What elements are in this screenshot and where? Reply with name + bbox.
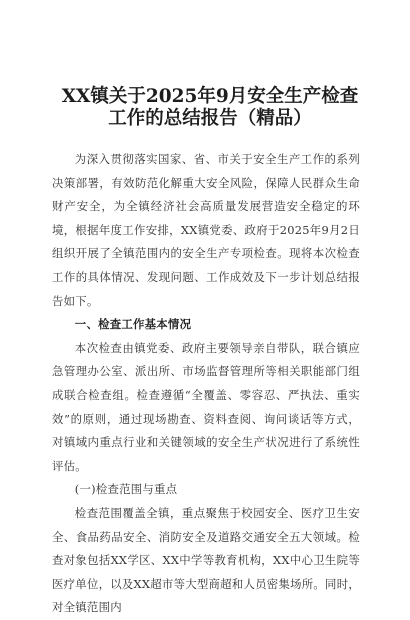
subsection-paragraph: 检查范围覆盖全镇，重点聚焦于校园安全、医疗卫生安全、食品药品安全、消防安全及道路交通安全五大领域。检查对象包括XX学区、XX中学等教育机构，XX中心卫生院等医疗单位，以及XX超市等大型商超和人员密集场所。同时，对全镇范围内 — [52, 505, 360, 615]
section-paragraph: 本次检查由镇党委、政府主要领导亲自带队，联合镇应急管理办公室、派出所、市场监督管理所等相关职能部门组成联合检查组。检查遵循“全覆盖、零容忍、严执法、重实效”的原则，通过现场勘查、资料查阅、询问谈话等方式，对镇域内重点行业和关键领域的安全生产状况进行了系统性评估。 — [52, 340, 360, 473]
document-title-line-1: XX镇关于2025年9月安全生产检查 — [61, 86, 359, 107]
intro-paragraph: 为深入贯彻落实国家、省、市关于安全生产工作的系列决策部署，有效防范化解重大安全风险，保障人民群众生命财产安全，为全镇经济社会高质量发展营造安全稳定的环境，根据年度工作安排，XX镇党委、政府于2025年9月2日组织开展了全镇范围内的安全生产专项检查。现将本次检查工作的具体情况、发现问题、工作成效及下一步计划总结报告如下。 — [52, 152, 360, 308]
section-heading: 一、检查工作基本情况 — [74, 317, 192, 332]
document-body — [52, 148, 360, 620]
document-title-line-2: 工作的总结报告（精品） — [108, 108, 312, 129]
subsection-heading: (一)检查范围与重点 — [74, 482, 178, 497]
